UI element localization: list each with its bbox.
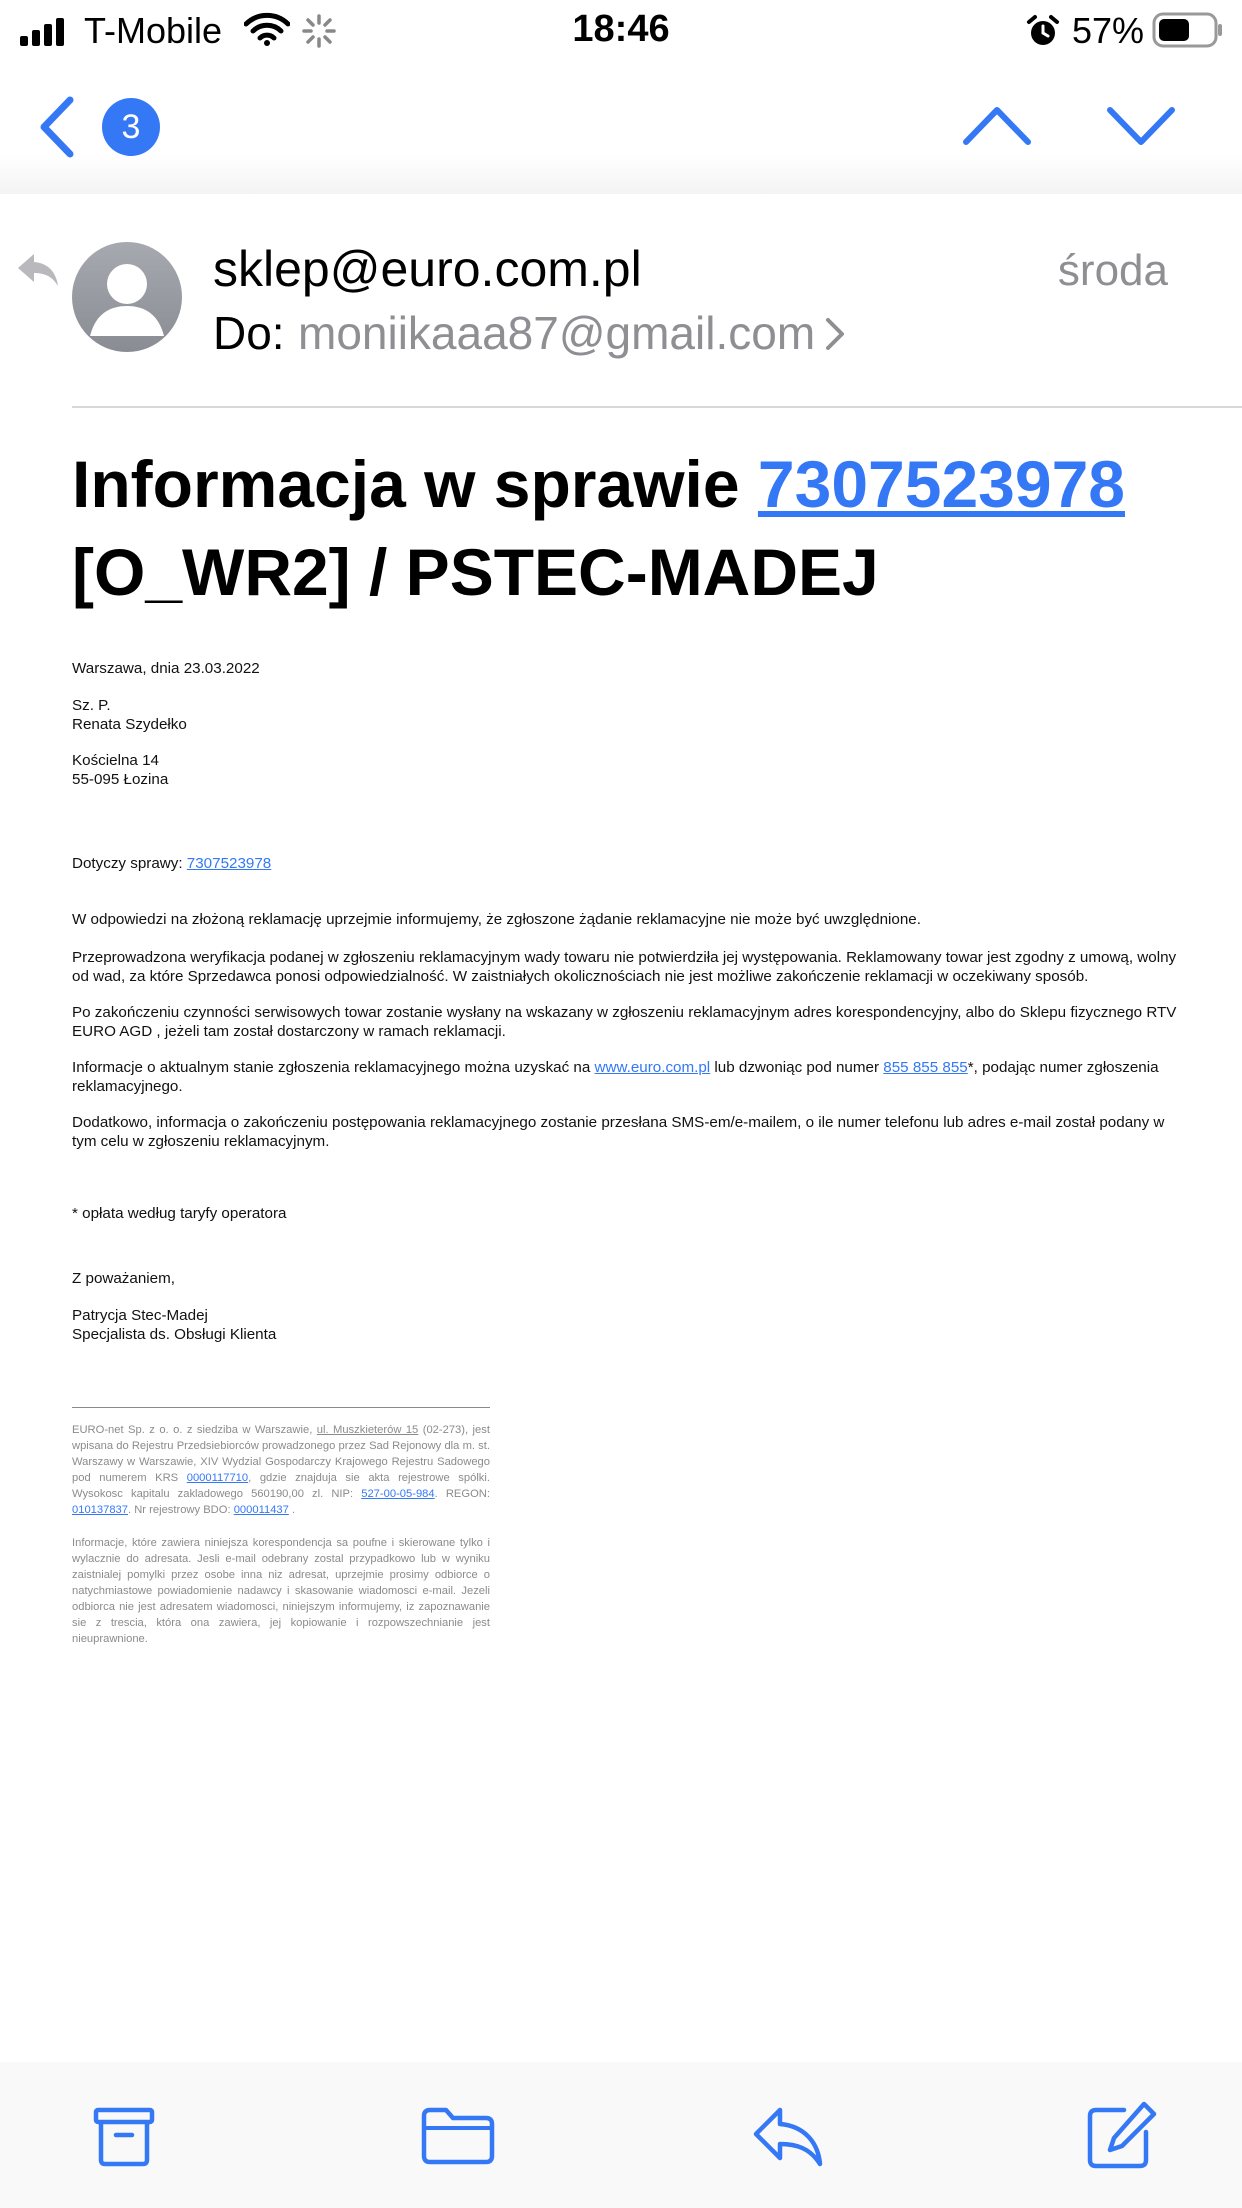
place-date: Warszawa, dnia 23.03.2022 xyxy=(72,660,260,677)
status-bar xyxy=(0,0,1242,64)
navigation-bar xyxy=(0,64,1242,194)
alarm-icon xyxy=(1026,14,1060,48)
subject-suffix: [O_WR2] / PSTEC-MADEJ xyxy=(72,535,879,609)
chevron-up-icon[interactable] xyxy=(962,104,1032,148)
signer-name: Patrycja Stec-Madej xyxy=(72,1307,208,1324)
address-street: Kościelna 14 xyxy=(72,752,159,769)
footer-text: . REGON: xyxy=(434,1488,490,1500)
folder-icon[interactable] xyxy=(420,2104,496,2168)
case-reference xyxy=(72,854,1182,873)
phone-link[interactable]: 855 855 855 xyxy=(883,1059,968,1076)
footer-text: , gdzie znajduja sie akta rejestrowe spólki. Wysokosc kapitalu zakladowego 560190,00 zl. NIP: xyxy=(72,1472,490,1500)
paragraph-2: Przeprowadzona weryfikacja podanej w zgłoszeniu reklamacyjnym wady towaru nie potwierdziła jej występowania. Reklamowany towar jest zgodny z umową, wolny od wad, za które Sprzedawca ponosi odpowiedzialność. W zaistniałych okolicznościach nie jest możliwe zakończenie reklamacji w oczekiwany sposób. xyxy=(72,949,1177,985)
recipient-label: Do: xyxy=(213,307,285,359)
paragraph-1: W odpowiedzi na złożoną reklamację uprzejmie informujemy, że zgłoszone żądanie reklamacyjne nie może być uwzględnione. xyxy=(72,911,921,928)
chevron-right-icon[interactable] xyxy=(824,316,846,352)
footer-text: EURO-net Sp. z o. o. z siedziba w Warszawie, xyxy=(72,1424,317,1436)
case-link[interactable]: 7307523978 xyxy=(186,855,272,872)
salutation: Sz. P. xyxy=(72,697,111,714)
avatar[interactable] xyxy=(72,242,182,352)
address-city: 55-095 Łozina xyxy=(72,771,169,788)
footer-text: . xyxy=(288,1504,296,1516)
signer-title: Specjalista ds. Obsługi Klienta xyxy=(72,1326,277,1343)
sender-address[interactable]: sklep@euro.com.pl xyxy=(213,241,642,297)
p4-text-b: lub dzwoniąc pod numer xyxy=(710,1059,884,1076)
chevron-down-icon[interactable] xyxy=(1106,104,1176,148)
case-label: Dotyczy sprawy: xyxy=(72,855,187,872)
paragraph-3: Po zakończeniu czynności serwisowych towar zostanie wysłany na wskazany w zgłoszeniu reklamacyjnym adres korespondencyjny, albo do Sklepu fizycznego RTV EURO AGD , jeżeli tam został dostarczony w ramach reklamacji. xyxy=(72,1004,1177,1040)
compose-icon[interactable] xyxy=(1086,2100,1158,2170)
company-info xyxy=(72,1422,490,1518)
tariff-note: * opłata według taryfy operatora xyxy=(72,1205,287,1222)
paragraph-4 xyxy=(72,1058,1182,1096)
footer-text: (02-273), jest wpisana do Rejestru Przedsiebiorców prowadzonego przez Sad Rejonowy dla m. st. Warszawy w Warszawie, XIV Wydzial Gospodarczy Krajowego Rejestru Sadowego pod numerem KRS xyxy=(72,1424,490,1484)
footer-text: . Nr rejestrowy BDO: xyxy=(128,1504,234,1516)
battery-icon xyxy=(1152,12,1224,48)
chevron-left-icon[interactable] xyxy=(36,96,76,158)
recipient-address[interactable]: moniikaaa87@gmail.com xyxy=(298,307,816,359)
email-subject xyxy=(72,440,1192,616)
p4-text-c: *, podając numer zgłoszenia reklamacyjnego. xyxy=(72,1059,1159,1095)
person-icon xyxy=(72,242,182,352)
confidentiality-notice: Informacje, które zawiera niniejsza korespondencja sa poufne i skierowane tylko i wylacznie do adresata. Jesli e-mail odebrany zostal przypadkowo lub w wyniku zaistnialej pomylki przez osobe inna niz adresat, uprzejmie prosimy odbiorce o natychmiastowe powiadomienie nadawcy i skasowanie wiadomosci e-mail. Jezeli odbiorca nie jest adresatem wiadomosci, niniejszym informujemy, iz zapoznawanie sie z trescia, która ona zawiera, jej kopiowanie i rozpowszechnianie jest nieuprawnione. xyxy=(72,1537,490,1645)
krs-link[interactable]: 0000117710 xyxy=(186,1472,249,1484)
header-divider xyxy=(72,406,1242,408)
reply-icon[interactable] xyxy=(752,2104,824,2168)
unread-count-badge[interactable]: 3 xyxy=(102,98,160,156)
closing: Z poważaniem, xyxy=(72,1270,175,1287)
website-link[interactable]: www.euro.com.pl xyxy=(594,1059,711,1076)
carrier-name: T-Mobile xyxy=(84,10,223,51)
paragraph-5: Dodatkowo, informacja o zakończeniu postępowania reklamacyjnego zostanie przesłana SMS-em/e-mailem, o ile numer telefonu lub adres e-mail został podany w tym celu w zgłoszeniu reklamacyjnym. xyxy=(72,1114,1165,1150)
archive-icon[interactable] xyxy=(92,2104,156,2168)
footer-address-link[interactable]: ul. Muszkieterów 15 xyxy=(316,1424,419,1436)
replied-indicator-icon xyxy=(16,252,60,288)
footer-divider xyxy=(72,1407,490,1408)
regon-link[interactable]: 010137837 xyxy=(72,1504,128,1516)
battery-percent: 57% xyxy=(1071,10,1144,51)
bdo-link[interactable]: 000011437 xyxy=(233,1504,289,1516)
subject-case-link[interactable]: 7307523978 xyxy=(757,447,1125,521)
nip-link[interactable]: 527-00-05-984 xyxy=(361,1488,435,1500)
recipient-name: Renata Szydełko xyxy=(72,716,187,733)
bottom-toolbar xyxy=(0,2062,1242,2208)
subject-prefix: Informacja w sprawie xyxy=(72,447,758,521)
email-date: środa xyxy=(1057,246,1168,295)
p4-text-a: Informacje o aktualnym stanie zgłoszenia reklamacyjnego można uzyskać na xyxy=(72,1059,595,1076)
clock: 18:46 xyxy=(572,8,670,50)
